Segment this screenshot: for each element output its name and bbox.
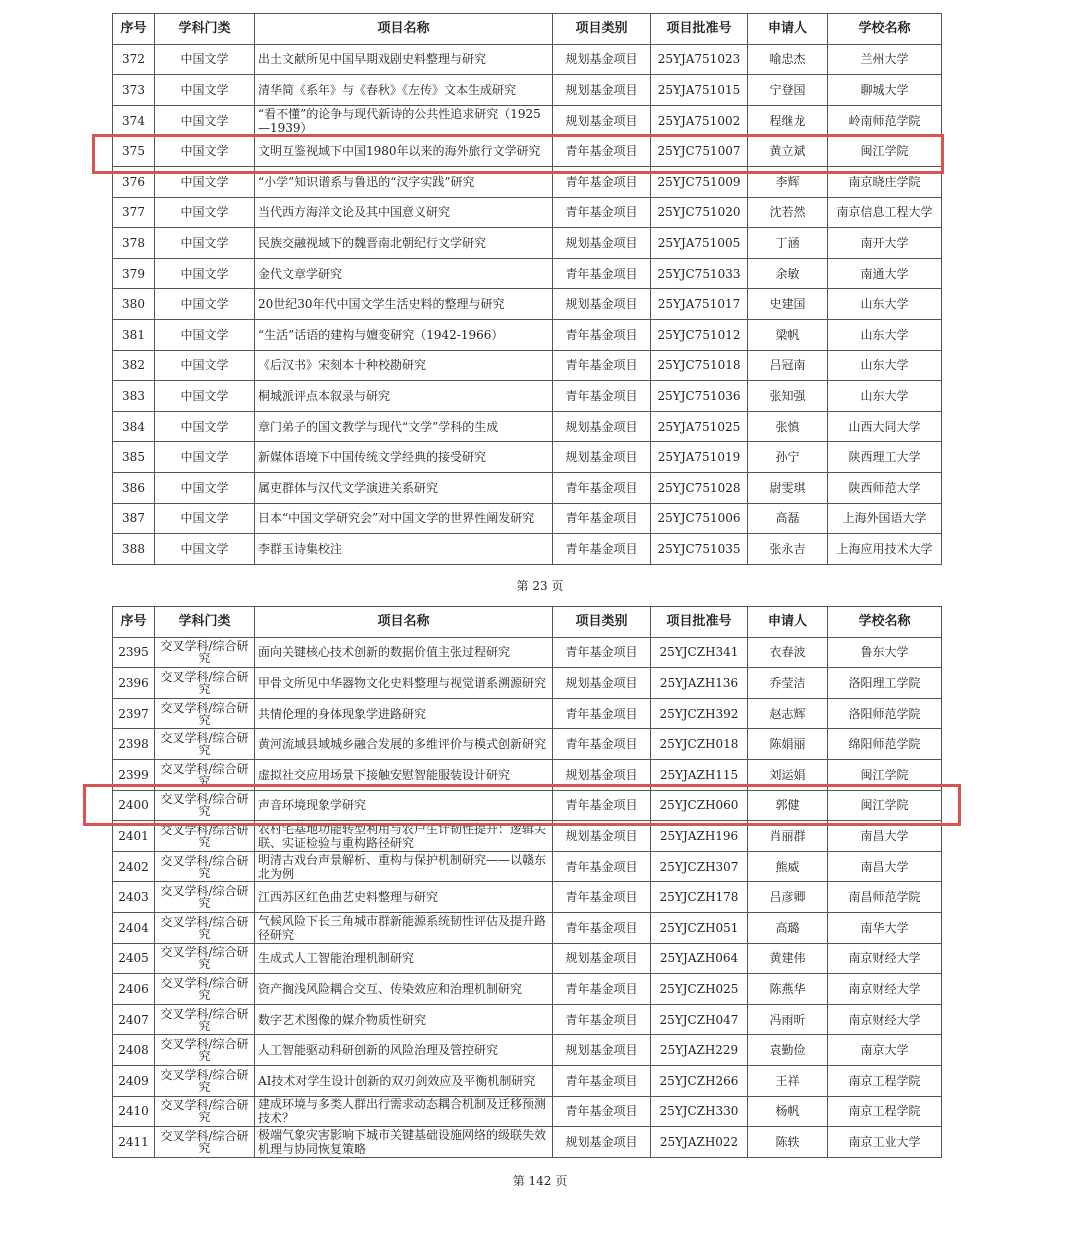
cell-school: 南通大学: [828, 258, 942, 289]
table-row: [113, 974, 942, 1005]
cell-category: 规划基金项目: [553, 411, 651, 442]
cell-applicant: 乔莹洁: [748, 668, 828, 699]
cell-seq: 2401: [113, 821, 155, 852]
cell-approval-no: 25YJC751018: [651, 350, 748, 381]
cell-category: 规划基金项目: [553, 943, 651, 974]
cell-applicant: 黄立斌: [748, 136, 828, 167]
cell-subject: 交叉学科/综合研究: [155, 851, 255, 882]
cell-seq: 2409: [113, 1065, 155, 1096]
cell-subject: 中国文学: [155, 228, 255, 259]
col-header-seq: 序号: [113, 14, 155, 45]
cell-approval-no: 25YJC751033: [651, 258, 748, 289]
cell-approval-no: 25YJAZH229: [651, 1035, 748, 1066]
cell-category: 青年基金项目: [553, 319, 651, 350]
cell-title: 日本“中国文学研究会”对中国文学的世界性阐发研究: [255, 503, 553, 534]
cell-category: 规划基金项目: [553, 289, 651, 320]
cell-subject: 中国文学: [155, 503, 255, 534]
cell-applicant: 沈若然: [748, 197, 828, 228]
cell-title: 建成环境与多类人群出行需求动态耦合机制及迁移预测技术？: [255, 1096, 553, 1127]
cell-subject: 交叉学科/综合研究: [155, 637, 255, 668]
cell-applicant: 衣春波: [748, 637, 828, 668]
cell-school: 南华大学: [828, 912, 942, 943]
cell-subject: 交叉学科/综合研究: [155, 1065, 255, 1096]
cell-seq: 2410: [113, 1096, 155, 1127]
table-row: [113, 1035, 942, 1066]
cell-applicant: 肖丽群: [748, 821, 828, 852]
cell-seq: 373: [113, 75, 155, 106]
cell-seq: 381: [113, 319, 155, 350]
cell-category: 青年基金项目: [553, 197, 651, 228]
cell-category: 青年基金项目: [553, 790, 651, 821]
cell-seq: 380: [113, 289, 155, 320]
cell-seq: 378: [113, 228, 155, 259]
cell-school: 上海应用技术大学: [828, 534, 942, 565]
cell-applicant: 王祥: [748, 1065, 828, 1096]
cell-category: 规划基金项目: [553, 759, 651, 790]
cell-category: 青年基金项目: [553, 882, 651, 913]
table-header-row: [113, 607, 942, 638]
table-row: [113, 411, 942, 442]
cell-title: 《后汉书》宋刻本十种校勘研究: [255, 350, 553, 381]
cell-title: 黄河流域县域城乡融合发展的多维评价与模式创新研究: [255, 729, 553, 760]
cell-applicant: 陈轶: [748, 1127, 828, 1158]
cell-seq: 385: [113, 442, 155, 473]
table-row: [113, 668, 942, 699]
cell-school: 南开大学: [828, 228, 942, 259]
cell-seq: 2406: [113, 974, 155, 1005]
col-header-subject: 学科门类: [155, 14, 255, 45]
cell-subject: 交叉学科/综合研究: [155, 698, 255, 729]
cell-title: 当代西方海洋文论及其中国意义研究: [255, 197, 553, 228]
cell-category: 青年基金项目: [553, 503, 651, 534]
cell-approval-no: 25YJCZH047: [651, 1004, 748, 1035]
cell-approval-no: 25YJCZH392: [651, 698, 748, 729]
cell-subject: 交叉学科/综合研究: [155, 882, 255, 913]
cell-approval-no: 25YJCZH051: [651, 912, 748, 943]
cell-subject: 交叉学科/综合研究: [155, 974, 255, 1005]
table-row: [113, 197, 942, 228]
cell-category: 青年基金项目: [553, 381, 651, 412]
cell-category: 规划基金项目: [553, 442, 651, 473]
cell-category: 青年基金项目: [553, 637, 651, 668]
cell-seq: 2407: [113, 1004, 155, 1035]
cell-school: 闽江学院: [828, 136, 942, 167]
cell-category: 规划基金项目: [553, 821, 651, 852]
table-row: [113, 350, 942, 381]
cell-subject: 中国文学: [155, 472, 255, 503]
cell-subject: 交叉学科/综合研究: [155, 1035, 255, 1066]
cell-approval-no: 25YJCZH018: [651, 729, 748, 760]
cell-seq: 387: [113, 503, 155, 534]
cell-title: 人工智能驱动科研创新的风险治理及管控研究: [255, 1035, 553, 1066]
page-number-23: 第 23 页: [516, 579, 564, 593]
cell-title: 出土文献所见中国早期戏剧史料整理与研究: [255, 44, 553, 75]
table-row: [113, 882, 942, 913]
cell-approval-no: 25YJA751023: [651, 44, 748, 75]
cell-approval-no: 25YJC751009: [651, 166, 748, 197]
highlight-box-row-2400: [83, 784, 961, 826]
cell-approval-no: 25YJA751017: [651, 289, 748, 320]
cell-seq: 2395: [113, 637, 155, 668]
cell-school: 南京工程学院: [828, 1096, 942, 1127]
cell-subject: 交叉学科/综合研究: [155, 790, 255, 821]
cell-school: 岭南师范学院: [828, 105, 942, 136]
cell-title: 桐城派评点本叙录与研究: [255, 381, 553, 412]
cell-applicant: 冯雨昕: [748, 1004, 828, 1035]
table-row: [113, 289, 942, 320]
table-row: [113, 1096, 942, 1127]
cell-applicant: 程继龙: [748, 105, 828, 136]
cell-school: 山西大同大学: [828, 411, 942, 442]
cell-category: 青年基金项目: [553, 258, 651, 289]
table-row: [113, 1004, 942, 1035]
cell-applicant: 高璐: [748, 912, 828, 943]
cell-category: 规划基金项目: [553, 1127, 651, 1158]
table-row: [113, 44, 942, 75]
cell-subject: 中国文学: [155, 442, 255, 473]
cell-school: 陕西师范大学: [828, 472, 942, 503]
cell-seq: 2398: [113, 729, 155, 760]
cell-title: “小学”知识谱系与鲁迅的“汉字实践”研究: [255, 166, 553, 197]
cell-applicant: 喻忠杰: [748, 44, 828, 75]
cell-title: 甲骨文所见中华器物文化史料整理与视觉谱系溯源研究: [255, 668, 553, 699]
cell-seq: 2408: [113, 1035, 155, 1066]
cell-title: 民族交融视域下的魏晋南北朝纪行文学研究: [255, 228, 553, 259]
cell-school: 上海外国语大学: [828, 503, 942, 534]
cell-category: 青年基金项目: [553, 1096, 651, 1127]
cell-approval-no: 25YJC751012: [651, 319, 748, 350]
cell-seq: 374: [113, 105, 155, 136]
cell-applicant: 宁登国: [748, 75, 828, 106]
cell-subject: 中国文学: [155, 258, 255, 289]
cell-approval-no: 25YJC751020: [651, 197, 748, 228]
cell-approval-no: 25YJAZH022: [651, 1127, 748, 1158]
cell-school: 南京财经大学: [828, 943, 942, 974]
cell-title: 极端气象灾害影响下城市关键基础设施网络的级联失效机理与协同恢复策略: [255, 1127, 553, 1158]
table-row: [113, 319, 942, 350]
cell-subject: 中国文学: [155, 105, 255, 136]
cell-approval-no: 25YJCZH307: [651, 851, 748, 882]
cell-school: 南京工业大学: [828, 1127, 942, 1158]
cell-applicant: 吕冠南: [748, 350, 828, 381]
table-row: [113, 851, 942, 882]
cell-applicant: 史建国: [748, 289, 828, 320]
cell-category: 青年基金项目: [553, 1065, 651, 1096]
cell-title: 农村宅基地功能转型利用与农户生计韧性提升：逻辑关联、实证检验与重构路径研究: [255, 821, 553, 852]
cell-subject: 交叉学科/综合研究: [155, 912, 255, 943]
cell-category: 规划基金项目: [553, 228, 651, 259]
cell-title: 金代文章学研究: [255, 258, 553, 289]
cell-school: 鲁东大学: [828, 637, 942, 668]
cell-school: 南京信息工程大学: [828, 197, 942, 228]
cell-approval-no: 25YJCZH330: [651, 1096, 748, 1127]
cell-school: 南京财经大学: [828, 974, 942, 1005]
cell-applicant: 郭健: [748, 790, 828, 821]
cell-title: “生活”话语的建构与嬗变研究（1942-1966）: [255, 319, 553, 350]
project-table-page-23: [112, 13, 942, 565]
cell-school: 南昌师范学院: [828, 882, 942, 913]
cell-approval-no: 25YJA751019: [651, 442, 748, 473]
cell-category: 青年基金项目: [553, 912, 651, 943]
cell-approval-no: 25YJC751007: [651, 136, 748, 167]
cell-seq: 2400: [113, 790, 155, 821]
cell-approval-no: 25YJC751035: [651, 534, 748, 565]
cell-subject: 交叉学科/综合研究: [155, 1127, 255, 1158]
cell-applicant: 袁勤俭: [748, 1035, 828, 1066]
cell-title: AI技术对学生设计创新的双刃剑效应及平衡机制研究: [255, 1065, 553, 1096]
cell-title: 共情伦理的身体现象学进路研究: [255, 698, 553, 729]
highlight-box-row-375: [92, 134, 944, 174]
table-row: [113, 698, 942, 729]
cell-seq: 2402: [113, 851, 155, 882]
cell-school: 南昌大学: [828, 821, 942, 852]
cell-seq: 377: [113, 197, 155, 228]
cell-title: 文明互鉴视域下中国1980年以来的海外旅行文学研究: [255, 136, 553, 167]
cell-school: 陕西理工大学: [828, 442, 942, 473]
cell-approval-no: 25YJA751025: [651, 411, 748, 442]
cell-school: 绵阳师范学院: [828, 729, 942, 760]
cell-school: 闽江学院: [828, 759, 942, 790]
cell-title: 新媒体语境下中国传统文学经典的接受研究: [255, 442, 553, 473]
cell-category: 青年基金项目: [553, 472, 651, 503]
cell-seq: 376: [113, 166, 155, 197]
cell-approval-no: 25YJCZH178: [651, 882, 748, 913]
cell-school: 兰州大学: [828, 44, 942, 75]
cell-title: 声音环境现象学研究: [255, 790, 553, 821]
cell-category: 青年基金项目: [553, 851, 651, 882]
cell-title: 数字艺术图像的媒介物质性研究: [255, 1004, 553, 1035]
col-header-approval-no: 项目批准号: [651, 14, 748, 45]
cell-school: 山东大学: [828, 319, 942, 350]
cell-subject: 中国文学: [155, 381, 255, 412]
cell-applicant: 张永吉: [748, 534, 828, 565]
cell-subject: 中国文学: [155, 319, 255, 350]
cell-category: 青年基金项目: [553, 729, 651, 760]
cell-approval-no: 25YJAZH064: [651, 943, 748, 974]
table-row: [113, 1065, 942, 1096]
table-row: [113, 258, 942, 289]
cell-applicant: 杨帆: [748, 1096, 828, 1127]
cell-seq: 2411: [113, 1127, 155, 1158]
cell-school: 山东大学: [828, 350, 942, 381]
col-header-approval-no: 项目批准号: [651, 607, 748, 638]
cell-title: 资产搁浅风险耦合交互、传染效应和治理机制研究: [255, 974, 553, 1005]
cell-subject: 交叉学科/综合研究: [155, 1004, 255, 1035]
cell-subject: 交叉学科/综合研究: [155, 821, 255, 852]
cell-category: 青年基金项目: [553, 166, 651, 197]
cell-seq: 383: [113, 381, 155, 412]
cell-seq: 388: [113, 534, 155, 565]
cell-title: “看不懂”的论争与现代新诗的公共性追求研究（1925—1939）: [255, 105, 553, 136]
cell-approval-no: 25YJCZH266: [651, 1065, 748, 1096]
cell-subject: 交叉学科/综合研究: [155, 1096, 255, 1127]
cell-subject: 中国文学: [155, 166, 255, 197]
cell-subject: 交叉学科/综合研究: [155, 729, 255, 760]
cell-subject: 中国文学: [155, 136, 255, 167]
cell-applicant: 丁涵: [748, 228, 828, 259]
cell-seq: 372: [113, 44, 155, 75]
cell-school: 洛阳师范学院: [828, 698, 942, 729]
cell-approval-no: 25YJC751006: [651, 503, 748, 534]
cell-applicant: 赵志辉: [748, 698, 828, 729]
cell-title: 明清古戏台声景解析、重构与保护机制研究——以赣东北为例: [255, 851, 553, 882]
table-header-row: [113, 14, 942, 45]
cell-approval-no: 25YJCZH025: [651, 974, 748, 1005]
cell-applicant: 张慎: [748, 411, 828, 442]
col-header-applicant: 申请人: [748, 607, 828, 638]
col-header-title: 项目名称: [255, 14, 553, 45]
cell-category: 规划基金项目: [553, 105, 651, 136]
cell-seq: 382: [113, 350, 155, 381]
col-header-subject: 学科门类: [155, 607, 255, 638]
cell-school: 聊城大学: [828, 75, 942, 106]
cell-school: 南京晓庄学院: [828, 166, 942, 197]
cell-approval-no: 25YJC751036: [651, 381, 748, 412]
col-header-title: 项目名称: [255, 607, 553, 638]
cell-school: 山东大学: [828, 381, 942, 412]
col-header-seq: 序号: [113, 607, 155, 638]
table-row: [113, 472, 942, 503]
cell-category: 规划基金项目: [553, 668, 651, 699]
cell-applicant: 李辉: [748, 166, 828, 197]
cell-applicant: 熊威: [748, 851, 828, 882]
cell-approval-no: 25YJA751002: [651, 105, 748, 136]
cell-category: 规划基金项目: [553, 1035, 651, 1066]
cell-title: 属吏群体与汉代文学演进关系研究: [255, 472, 553, 503]
cell-subject: 中国文学: [155, 411, 255, 442]
cell-category: 规划基金项目: [553, 75, 651, 106]
cell-applicant: 吕彦卿: [748, 882, 828, 913]
project-table-page-142: [112, 606, 942, 1158]
table-row: [113, 534, 942, 565]
cell-seq: 384: [113, 411, 155, 442]
col-header-category: 项目类别: [553, 607, 651, 638]
cell-category: 青年基金项目: [553, 1004, 651, 1035]
cell-seq: 2399: [113, 759, 155, 790]
cell-category: 青年基金项目: [553, 974, 651, 1005]
cell-title: 章门弟子的国文教学与现代“文学”学科的生成: [255, 411, 553, 442]
table-row: [113, 381, 942, 412]
cell-seq: 2404: [113, 912, 155, 943]
page-number-142: 第 142 页: [512, 1174, 568, 1188]
table-row: [113, 228, 942, 259]
cell-title: 虚拟社交应用场景下接触安慰智能服装设计研究: [255, 759, 553, 790]
table-row: [113, 729, 942, 760]
cell-seq: 2403: [113, 882, 155, 913]
cell-applicant: 黄建伟: [748, 943, 828, 974]
cell-title: 生成式人工智能治理机制研究: [255, 943, 553, 974]
cell-applicant: 梁帆: [748, 319, 828, 350]
cell-applicant: 刘运娟: [748, 759, 828, 790]
cell-applicant: 陈燕华: [748, 974, 828, 1005]
cell-applicant: 余敏: [748, 258, 828, 289]
cell-seq: 2396: [113, 668, 155, 699]
cell-category: 青年基金项目: [553, 698, 651, 729]
cell-subject: 中国文学: [155, 534, 255, 565]
cell-category: 青年基金项目: [553, 350, 651, 381]
cell-subject: 中国文学: [155, 289, 255, 320]
cell-subject: 中国文学: [155, 44, 255, 75]
col-header-school: 学校名称: [828, 607, 942, 638]
table-row: [113, 943, 942, 974]
table-row: [113, 75, 942, 106]
cell-school: 南京大学: [828, 1035, 942, 1066]
cell-approval-no: 25YJCZH060: [651, 790, 748, 821]
cell-approval-no: 25YJC751028: [651, 472, 748, 503]
table-row: [113, 1127, 942, 1158]
table-row: [113, 912, 942, 943]
cell-subject: 交叉学科/综合研究: [155, 943, 255, 974]
cell-applicant: 陈娟丽: [748, 729, 828, 760]
cell-subject: 中国文学: [155, 75, 255, 106]
table-row: [113, 637, 942, 668]
cell-category: 规划基金项目: [553, 44, 651, 75]
cell-seq: 379: [113, 258, 155, 289]
table-row: [113, 503, 942, 534]
col-header-applicant: 申请人: [748, 14, 828, 45]
cell-category: 青年基金项目: [553, 534, 651, 565]
cell-school: 山东大学: [828, 289, 942, 320]
cell-approval-no: 25YJAZH115: [651, 759, 748, 790]
table-row: [113, 442, 942, 473]
cell-school: 南昌大学: [828, 851, 942, 882]
cell-title: 面向关键核心技术创新的数据价值主张过程研究: [255, 637, 553, 668]
cell-applicant: 高磊: [748, 503, 828, 534]
cell-approval-no: 25YJAZH196: [651, 821, 748, 852]
cell-subject: 中国文学: [155, 350, 255, 381]
cell-subject: 中国文学: [155, 197, 255, 228]
cell-seq: 375: [113, 136, 155, 167]
cell-seq: 2405: [113, 943, 155, 974]
cell-school: 南京财经大学: [828, 1004, 942, 1035]
cell-title: 江西苏区红色曲艺史料整理与研究: [255, 882, 553, 913]
cell-approval-no: 25YJAZH136: [651, 668, 748, 699]
cell-school: 洛阳理工学院: [828, 668, 942, 699]
cell-category: 青年基金项目: [553, 136, 651, 167]
cell-title: 20世纪30年代中国文学生活史料的整理与研究: [255, 289, 553, 320]
table-row: [113, 105, 942, 136]
cell-title: 清华简《系年》与《春秋》《左传》文本生成研究: [255, 75, 553, 106]
cell-title: 气候风险下长三角城市群新能源系统韧性评估及提升路径研究: [255, 912, 553, 943]
cell-approval-no: 25YJA751015: [651, 75, 748, 106]
cell-subject: 交叉学科/综合研究: [155, 668, 255, 699]
cell-seq: 2397: [113, 698, 155, 729]
cell-applicant: 尉雯琪: [748, 472, 828, 503]
cell-applicant: 张知强: [748, 381, 828, 412]
cell-approval-no: 25YJA751005: [651, 228, 748, 259]
col-header-category: 项目类别: [553, 14, 651, 45]
cell-seq: 386: [113, 472, 155, 503]
col-header-school: 学校名称: [828, 14, 942, 45]
cell-subject: 交叉学科/综合研究: [155, 759, 255, 790]
cell-title: 李群玉诗集校注: [255, 534, 553, 565]
cell-school: 闽江学院: [828, 790, 942, 821]
cell-approval-no: 25YJCZH341: [651, 637, 748, 668]
cell-school: 南京工程学院: [828, 1065, 942, 1096]
cell-applicant: 孙宁: [748, 442, 828, 473]
